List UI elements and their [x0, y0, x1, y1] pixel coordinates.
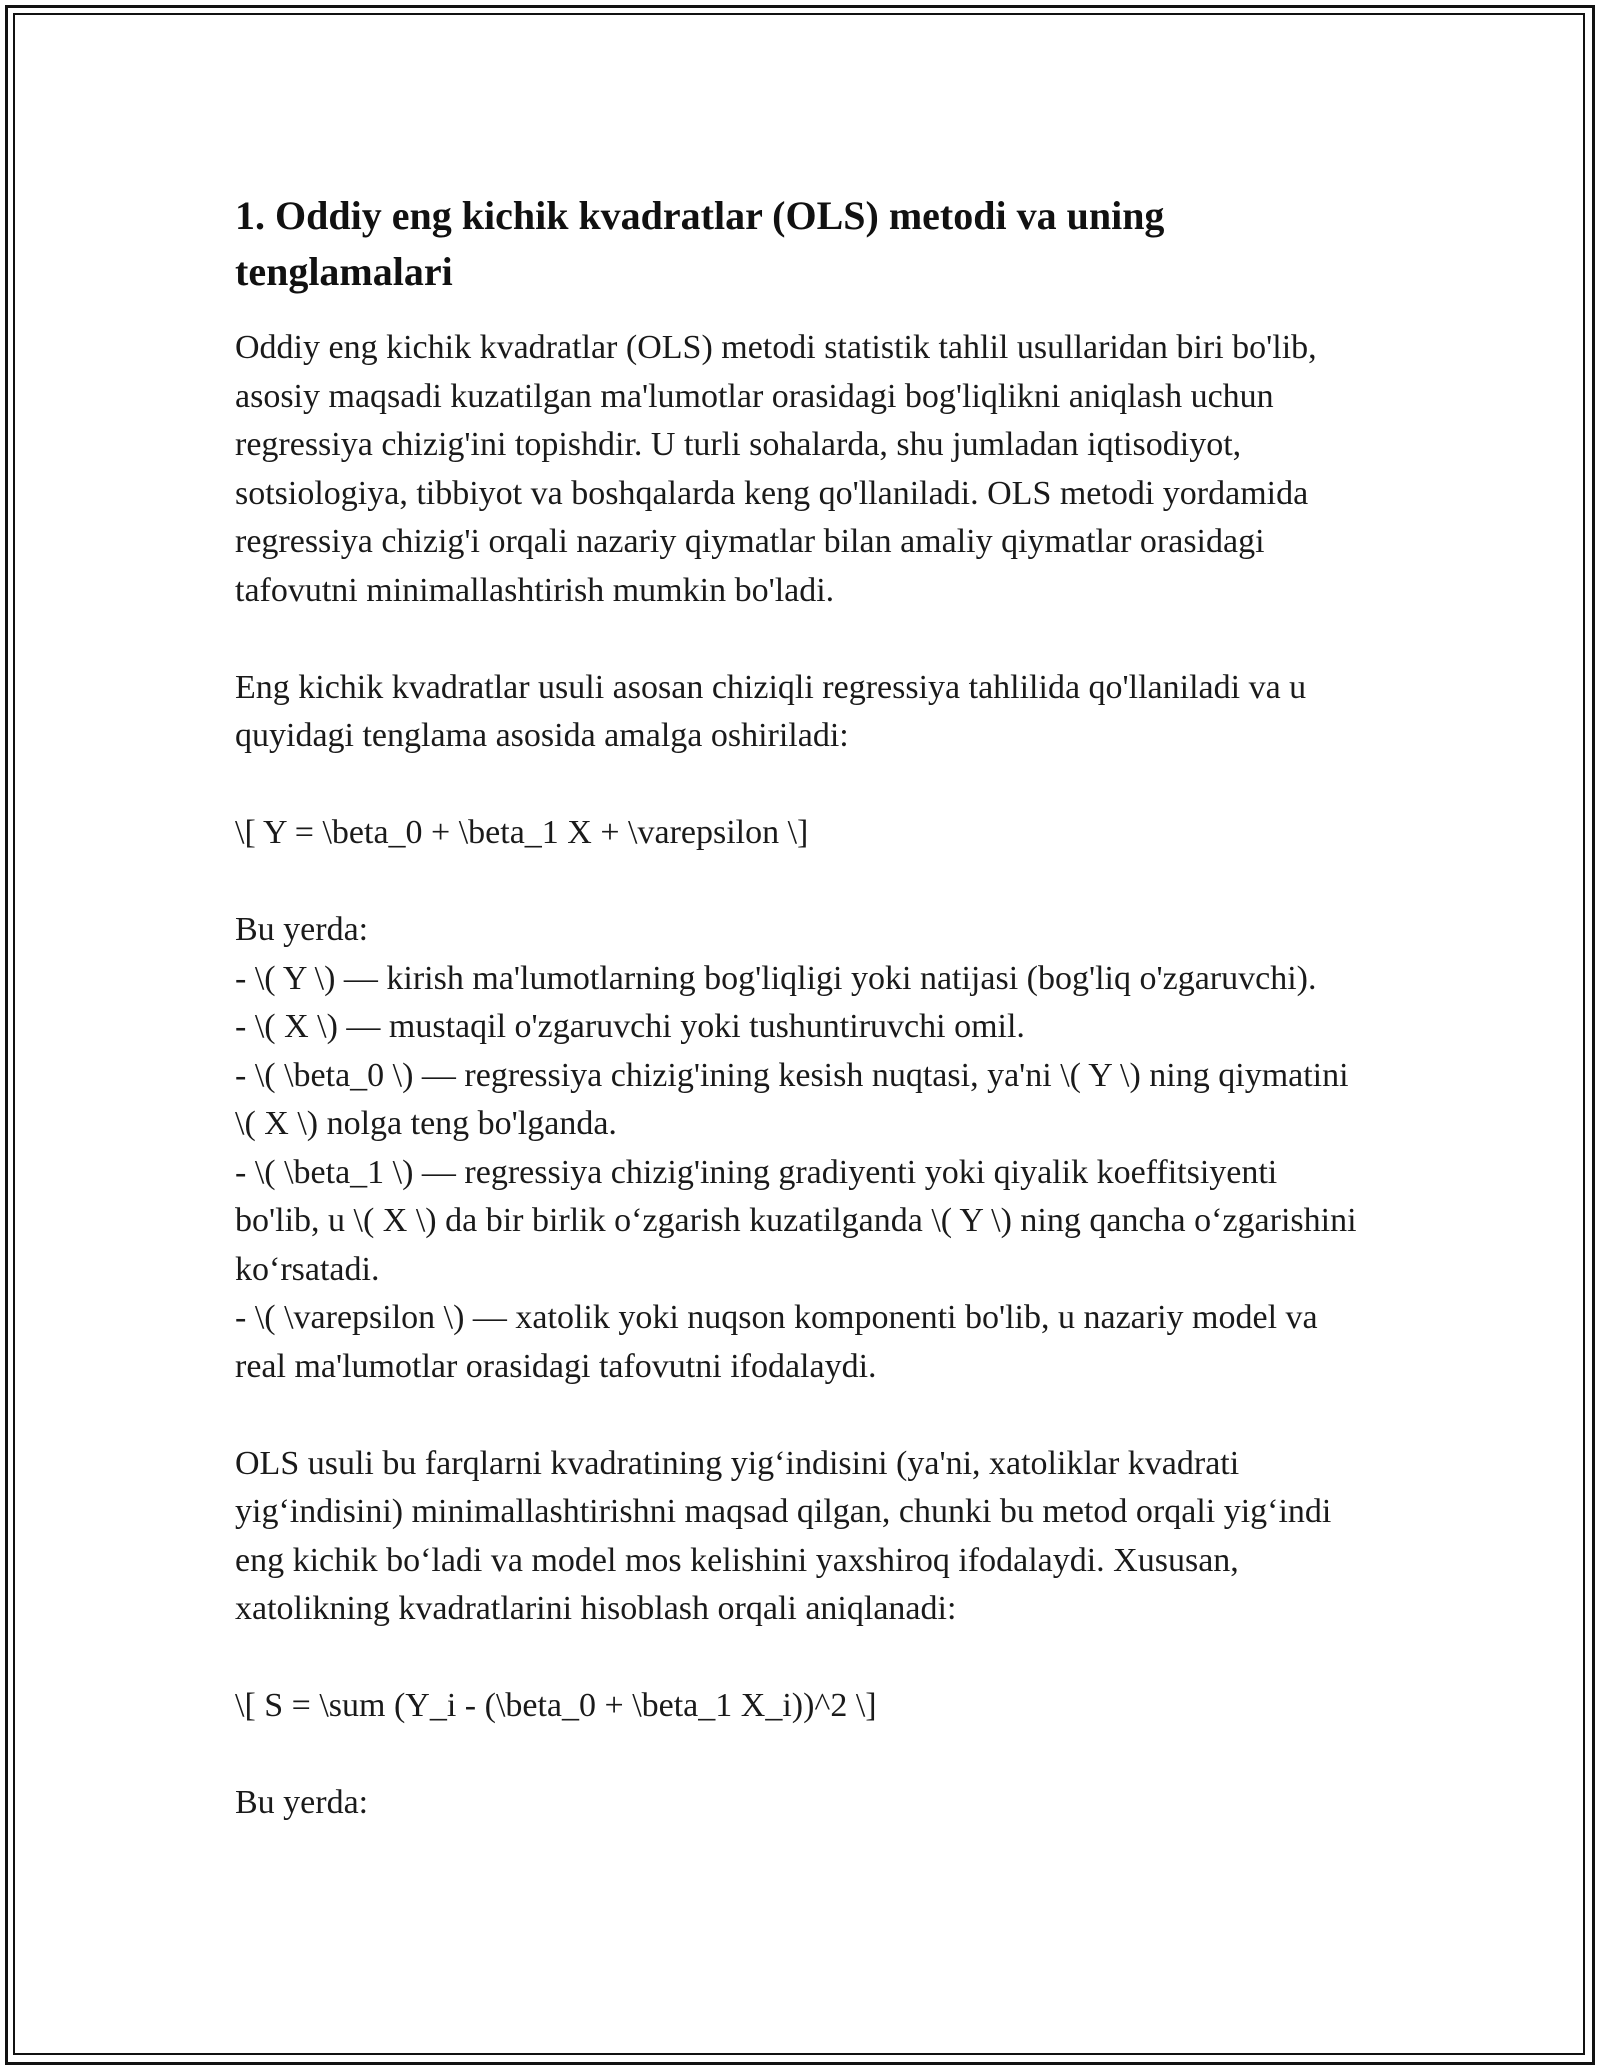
where-label: Bu yerda: [235, 1784, 369, 1821]
paragraph-gap [235, 761, 1365, 810]
regression-equation: \[ Y = \beta_0 + \beta_1 X + \varepsilon \] [235, 814, 809, 851]
document-body [235, 188, 1365, 1828]
paragraph-gap [235, 615, 1365, 664]
definition-epsilon: - \( \varepsilon \) — xatolik yoki nuqson komponenti bo'lib, u nazariy model va real ma'lumotlar orasidagi tafovutni ifodalaydi. [235, 1299, 1318, 1385]
definition-x: - \( X \) — mustaqil o'zgaruvchi yoki tushuntiruvchi omil. [235, 1008, 1025, 1045]
definition-beta1: - \( \beta_1 \) — regressiya chizig'ining gradiyenti yoki qiyalik koeffitsiyenti bo'lib, u \( X \) da bir birlik oʻzgarish kuzatilganda \( Y \) ning qancha oʻzgarishini koʻrsatadi. [235, 1153, 1357, 1288]
ols-objective-paragraph: OLS usuli bu farqlarni kvadratining yigʻindisini (ya'ni, xatoliklar kvadrati yigʻindisini) minimallashtirishni maqsad qilgan, chunki bu metod orqali yigʻindi eng kichik boʻladi va model mos kelishini yaxshiroq ifodalaydi. Xususan, xatolikning kvadratlarini hisoblash orqali aniqlanadi: [235, 1444, 1332, 1627]
section-heading: 1. Oddiy eng kichik kvadratlar (OLS) metodi va uning tenglamalari [235, 193, 1165, 294]
definition-beta0: - \( \beta_0 \) — regressiya chizig'ining kesish nuqtasi, ya'ni \( Y \) ning qiymatini \( X \) nolga teng bo'lganda. [235, 1056, 1349, 1142]
where-label: Bu yerda: [235, 911, 369, 948]
sum-of-squares-equation: \[ S = \sum (Y_i - (\beta_0 + \beta_1 X_i))^2 \] [235, 1687, 877, 1724]
paragraph-gap [235, 1391, 1365, 1440]
definition-y: - \( Y \) — kirish ma'lumotlarning bog'liqligi yoki natijasi (bog'liq o'zgaruvchi). [235, 959, 1317, 997]
method-paragraph: Eng kichik kvadratlar usuli asosan chiziqli regressiya tahlilida qo'llaniladi va u quyidagi tenglama asosida amalga oshiriladi: [235, 668, 1307, 754]
paragraph-gap [235, 1634, 1365, 1683]
intro-paragraph: Oddiy eng kichik kvadratlar (OLS) metodi statistik tahlil usullaridan biri bo'lib, asosiy maqsadi kuzatilgan ma'lumotlar orasidagi bog'liqlikni aniqlash uchun regressiya chizig'ini topishdir. U turli sohalarda, shu jumladan iqtisodiyot, sotsiologiya, tibbiyot va boshqalarda keng qo'llaniladi. OLS metodi yordamida regressiya chizig'i orqali nazariy qiymatlar bilan amaliy qiymatlar orasidagi tafovutni minimallashtirish mumkin bo'ladi. [235, 329, 1317, 609]
paragraph-gap [235, 1731, 1365, 1780]
paragraph-gap [235, 858, 1365, 907]
